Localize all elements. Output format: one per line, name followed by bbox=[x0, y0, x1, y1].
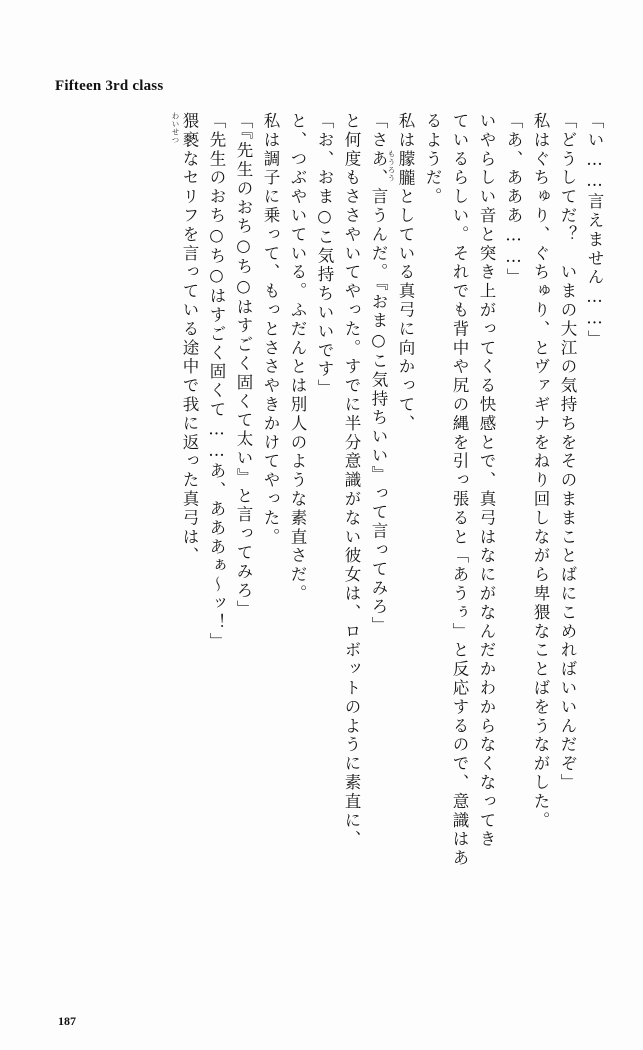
text-line: 「『先生のおち○ち○はすごく固くて太い』と言ってみろ」 bbox=[234, 112, 253, 620]
text-line: るようだ。 bbox=[423, 112, 442, 207]
vertical-text-body bbox=[42, 112, 602, 992]
text-line: と何度もささやいてやった。すでに半分意識がない彼女は、ロボットのように素直に、 bbox=[342, 112, 361, 850]
text-line: と、つぶやいている。ふだんとは別人のような素直さだ。 bbox=[288, 112, 307, 604]
text-line: 私は調子に乗って、もっとささやきかけてやった。 bbox=[261, 112, 280, 547]
text-line: 「あ、あああ……」 bbox=[504, 112, 523, 288]
text-line: ているらしい。それでも背中や尻の縄を引っ張ると「あうぅ」と反応するので、意識はあ bbox=[450, 112, 469, 868]
text-line: 「先生のおち○ち○はすごく固くて……あ、あああぁ～ッ！」 bbox=[207, 112, 226, 652]
text-line: 私はぐちゅり、ぐちゅり、とヴァギナをねり回しながら卑猥なことばをうながした。 bbox=[531, 112, 550, 831]
text-line-with-ruby bbox=[386, 112, 413, 984]
ruby-text: もうろう bbox=[387, 149, 396, 182]
text-line-body: 私は朦朧 もうろう としている真弓に向かって、 bbox=[387, 112, 415, 434]
text-line: 猥褻 わいせつ なセリフを言っている途中で我に返った真弓は、 bbox=[171, 112, 199, 566]
text-line: いやらしい音と突き上がってくる快感とで、真弓はなにがなんだかわからなくなってき bbox=[477, 112, 496, 850]
ruby-base: 猥褻 わいせつ bbox=[171, 112, 199, 150]
text-line: 「さあ、言うんだ。『おま○こ気持ちいい』って言ってみろ」 bbox=[369, 112, 388, 636]
page-header: Fifteen 3rd class bbox=[55, 78, 164, 94]
text-line: 「お、おま○こ気持ちいいです」 bbox=[315, 112, 334, 398]
text-line: 「どうしてだ？ いまの大江の気持ちをそのままことばにこめればいいんだぞ」 bbox=[558, 112, 577, 793]
ruby-base: 朦朧 もうろう bbox=[387, 149, 415, 188]
text-line: 「い……言えません……」 bbox=[585, 112, 604, 349]
ruby-text: わいせつ bbox=[171, 112, 180, 144]
page-number: 187 bbox=[58, 1014, 76, 1028]
